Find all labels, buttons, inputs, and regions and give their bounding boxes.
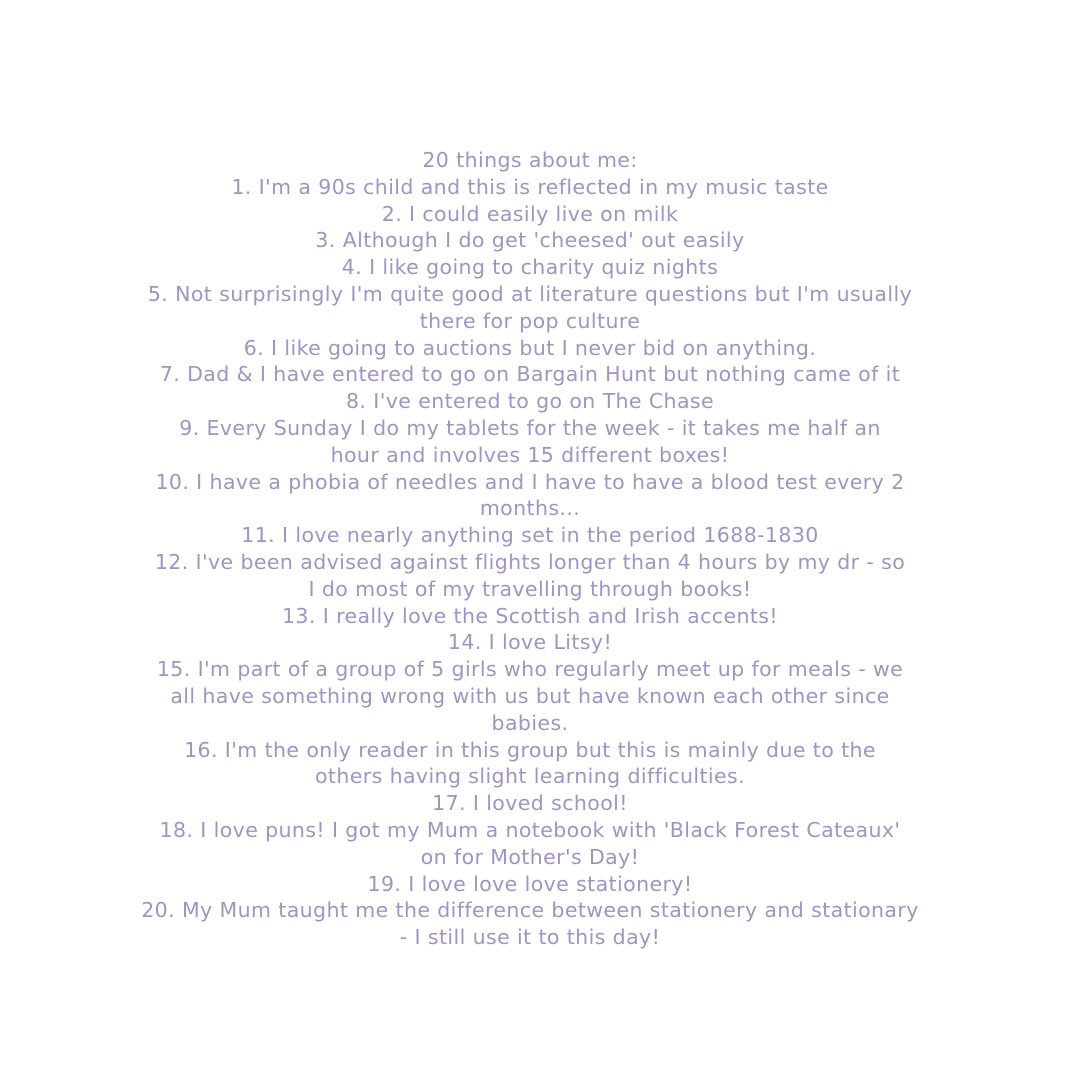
list-item bbox=[80, 201, 980, 228]
list-item-line: 8. I've entered to go on The Chase bbox=[345, 389, 714, 414]
list-item-line: months... bbox=[479, 496, 581, 521]
list-item-line: 1. I'm a 90s child and this is reflected in my music taste bbox=[231, 174, 829, 199]
list-item-line: 16. I'm the only reader in this group but this is mainly due to the bbox=[184, 737, 876, 762]
list-item bbox=[80, 897, 980, 951]
list-item bbox=[80, 335, 980, 362]
list-item bbox=[80, 522, 980, 549]
list-item-line: I do most of my travelling through books! bbox=[308, 576, 752, 601]
list-item bbox=[80, 254, 980, 281]
list-item-line: 17. I loved school! bbox=[432, 791, 628, 816]
list-item-line: babies. bbox=[491, 710, 569, 735]
list-item bbox=[80, 281, 980, 335]
list-item bbox=[80, 227, 980, 254]
list-title: 20 things about me: bbox=[422, 148, 638, 172]
list-item bbox=[80, 817, 980, 871]
list-item-line: - I still use it to this day! bbox=[399, 925, 661, 950]
list-item-line: all have something wrong with us but have known each other since bbox=[170, 683, 890, 708]
list-item-line: 2. I could easily live on milk bbox=[381, 201, 679, 226]
list-item bbox=[80, 174, 980, 201]
list-item bbox=[80, 361, 980, 388]
list-item-line: 10. I have a phobia of needles and I have to have a blood test every 2 bbox=[155, 469, 905, 494]
list-item bbox=[80, 656, 980, 736]
list-item-line: 20. My Mum taught me the difference between stationery and stationary bbox=[141, 898, 919, 923]
list-item bbox=[80, 469, 980, 523]
list-item-line: others having slight learning difficulties. bbox=[314, 764, 746, 789]
list-item-line: 12. I've been advised against flights longer than 4 hours by my dr - so bbox=[154, 549, 906, 574]
list-item-line: 5. Not surprisingly I'm quite good at literature questions but I'm usually bbox=[147, 281, 913, 306]
list-item-line: on for Mother's Day! bbox=[420, 844, 640, 869]
list-item-line: 11. I love nearly anything set in the period 1688-1830 bbox=[241, 523, 819, 548]
list-item-line: 19. I love love love stationery! bbox=[367, 871, 693, 896]
list-item-line: there for pop culture bbox=[419, 308, 641, 333]
list-item bbox=[80, 415, 980, 469]
list-item-line: 13. I really love the Scottish and Irish accents! bbox=[281, 603, 778, 628]
list-item-line: 18. I love puns! I got my Mum a notebook with 'Black Forest Cateaux' bbox=[159, 817, 901, 842]
list-item bbox=[80, 629, 980, 656]
list-card bbox=[80, 147, 980, 951]
list-item bbox=[80, 790, 980, 817]
list-item bbox=[80, 603, 980, 630]
list-item-line: 6. I like going to auctions but I never bid on anything. bbox=[243, 335, 817, 360]
list-item-line: 14. I love Litsy! bbox=[447, 630, 613, 655]
list-item-line: 3. Although I do get 'cheesed' out easily bbox=[315, 228, 745, 253]
list-item-line: 7. Dad & I have entered to go on Bargain Hunt but nothing came of it bbox=[159, 362, 901, 387]
list-item bbox=[80, 549, 980, 603]
list-item bbox=[80, 388, 980, 415]
list-item-line: 15. I'm part of a group of 5 girls who regularly meet up for meals - we bbox=[156, 657, 904, 682]
list-item-line: 9. Every Sunday I do my tablets for the week - it takes me half an bbox=[179, 415, 881, 440]
list-item-line: 4. I like going to charity quiz nights bbox=[341, 255, 719, 280]
list-item-line: hour and involves 15 different boxes! bbox=[330, 442, 730, 467]
list-item bbox=[80, 871, 980, 898]
list-item bbox=[80, 737, 980, 791]
